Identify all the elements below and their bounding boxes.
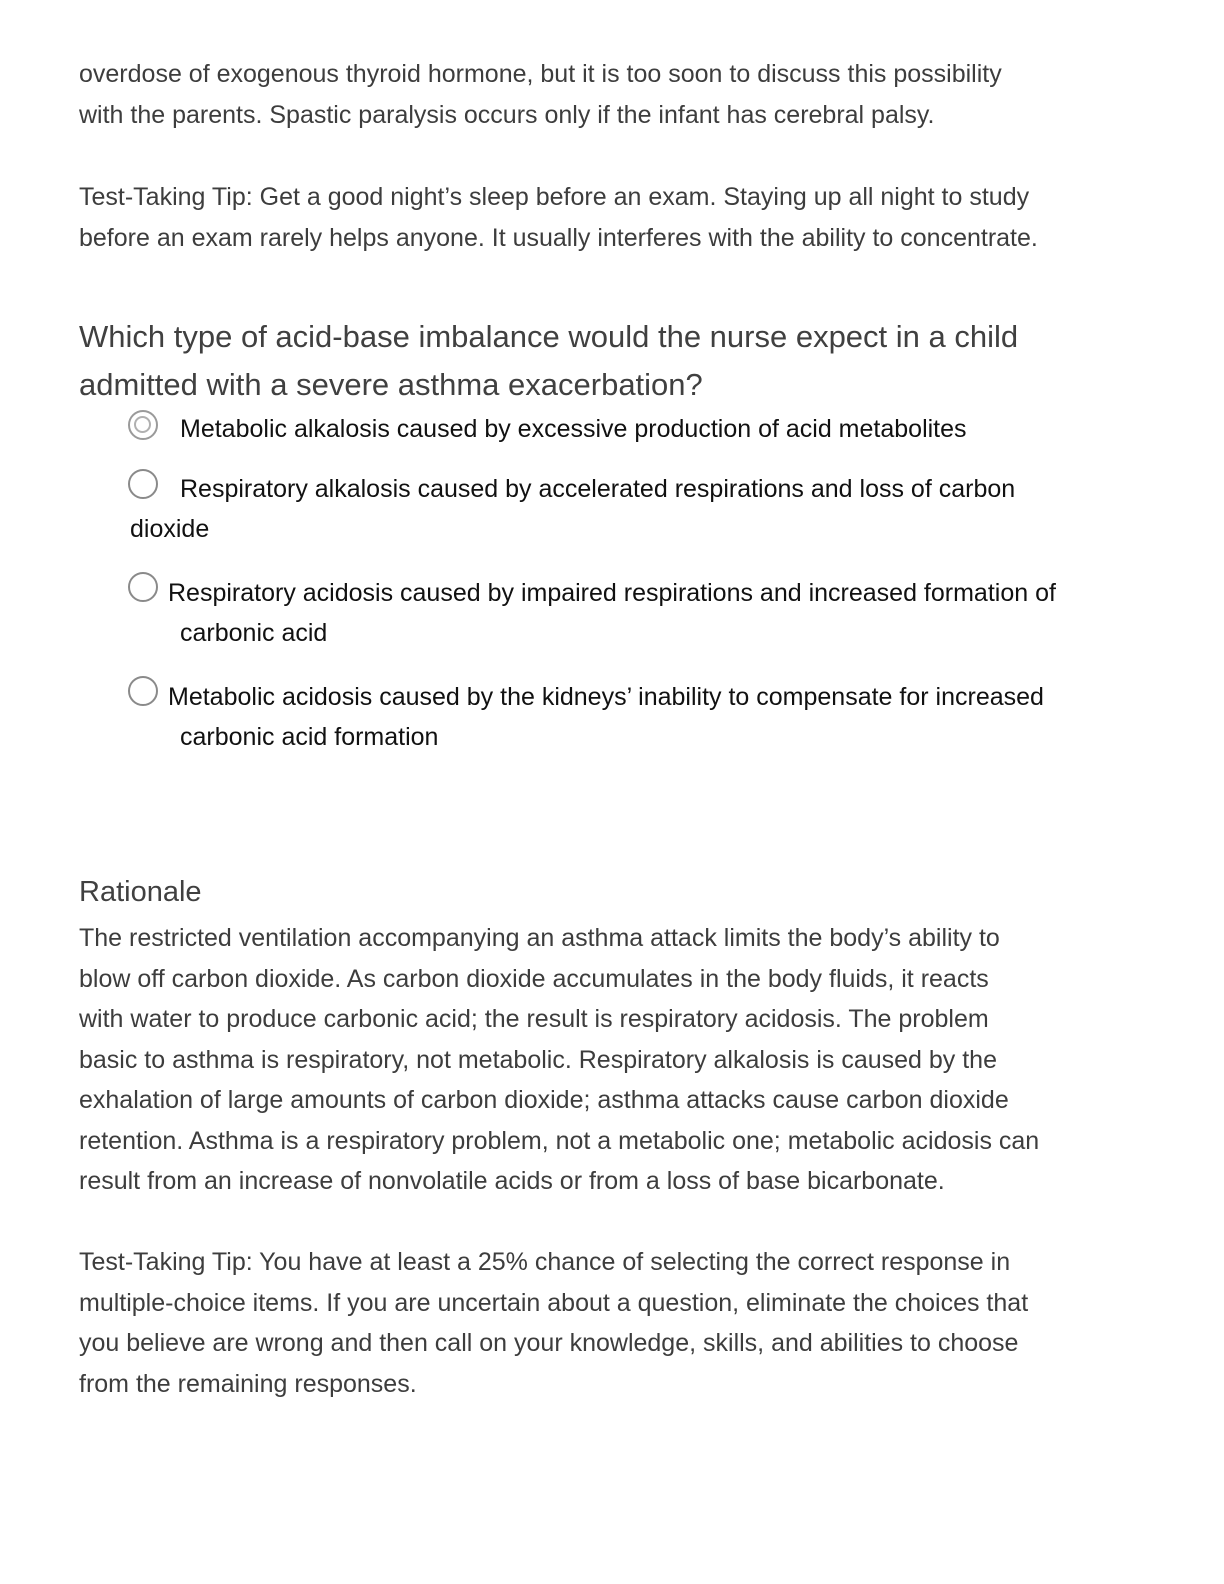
question-line: Which type of acid-base imbalance would the nurse expect in a child — [79, 319, 1019, 354]
previous-rationale-continuation — [79, 54, 1139, 135]
text-line: with water to produce carbonic acid; the result is respiratory acidosis. The problem — [79, 1005, 989, 1033]
rationale-body — [79, 918, 1139, 1202]
radio-button-icon[interactable] — [128, 469, 158, 499]
rationale-heading: Rationale — [79, 876, 202, 908]
radio-button-icon[interactable] — [128, 572, 158, 602]
text-line: Test-Taking Tip: Get a good night’s sleep before an exam. Staying up all night to study — [79, 183, 1030, 211]
answer-option-label: Metabolic alkalosis caused by excessive production of acid metabolites — [180, 415, 967, 443]
text-line: basic to asthma is respiratory, not metabolic. Respiratory alkalosis is caused by the — [79, 1045, 997, 1074]
answer-option-label-continuation: dioxide — [130, 515, 210, 543]
text-line: The restricted ventilation accompanying an asthma attack limits the body’s ability to — [79, 924, 1000, 952]
test-taking-tip-2 — [79, 1242, 1139, 1404]
test-taking-tip-1 — [79, 177, 1139, 258]
text-line: multiple-choice items. If you are uncertain about a question, eliminate the choices that — [79, 1288, 1029, 1317]
text-line: exhalation of large amounts of carbon dioxide; asthma attacks cause carbon dioxide — [79, 1086, 1009, 1114]
answer-option-label: Metabolic acidosis caused by the kidneys’ inability to compensate for increased — [168, 683, 1044, 711]
text-line: you believe are wrong and then call on your knowledge, skills, and abilities to choose — [79, 1329, 1019, 1357]
text-line: Test-Taking Tip: You have at least a 25% chance of selecting the correct response in — [79, 1248, 1011, 1276]
text-line: overdose of exogenous thyroid hormone, but it is too soon to discuss this possibility — [79, 60, 1002, 88]
question-text — [79, 313, 1139, 409]
answer-option-label-continuation: carbonic acid formation — [180, 723, 439, 751]
answer-option-label: Respiratory acidosis caused by impaired respirations and increased formation of — [168, 579, 1056, 607]
radio-button-icon[interactable] — [128, 676, 158, 706]
text-line: before an exam rarely helps anyone. It usually interferes with the ability to concentrate. — [79, 223, 1038, 252]
answer-option-label-continuation: carbonic acid — [180, 619, 328, 647]
text-line: with the parents. Spastic paralysis occurs only if the infant has cerebral palsy. — [79, 100, 935, 129]
text-line: result from an increase of nonvolatile acids or from a loss of base bicarbonate. — [79, 1167, 945, 1195]
question-line: admitted with a severe asthma exacerbation? — [79, 367, 703, 402]
text-line: retention. Asthma is a respiratory problem, not a metabolic one; metabolic acidosis can — [79, 1126, 1040, 1155]
text-line: blow off carbon dioxide. As carbon dioxide accumulates in the body fluids, it reacts — [79, 964, 989, 993]
text-line: from the remaining responses. — [79, 1369, 417, 1398]
radio-button-selected-icon[interactable] — [128, 410, 158, 440]
answer-option-label: Respiratory alkalosis caused by accelerated respirations and loss of carbon — [180, 475, 1016, 503]
